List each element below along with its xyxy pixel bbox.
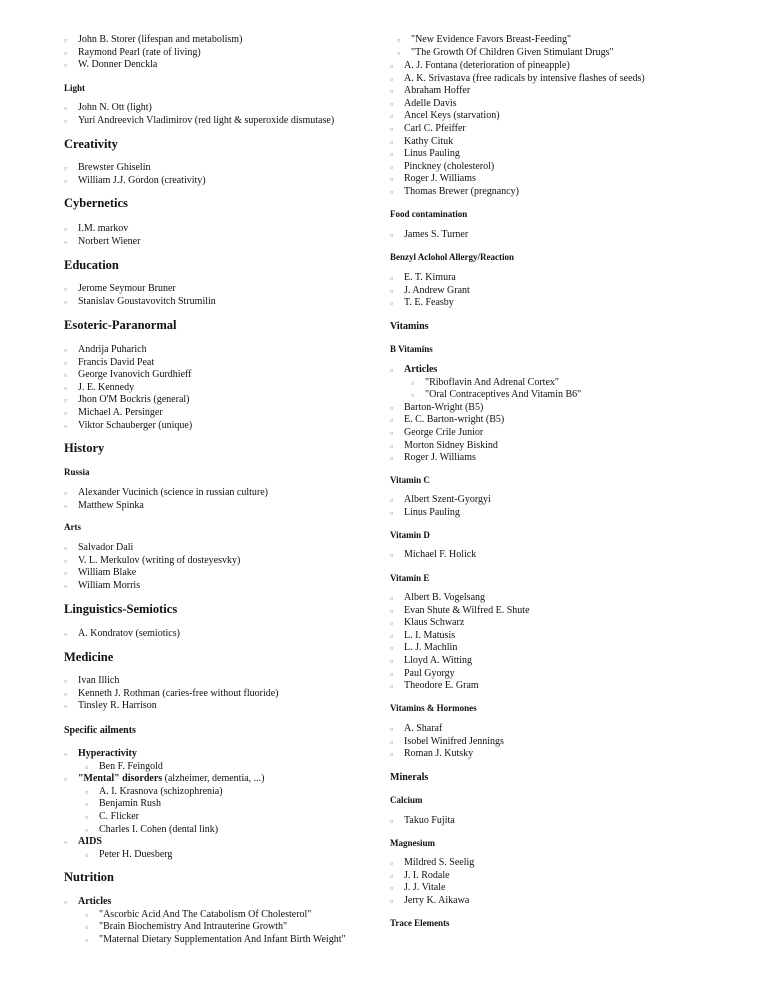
bullet-list <box>390 592 530 693</box>
list-item: ▫ Albert Szent-Gyorgyi <box>390 494 491 507</box>
list-item: ▫ Ivan Illich <box>64 675 279 688</box>
list-item: ▫ Roman J. Kutsky <box>390 748 504 761</box>
list-item: ▫ Roger J. Williams <box>390 173 645 186</box>
subsection-heading-light: Light <box>64 83 86 93</box>
list-item: ▫ E. C. Barton-wright (B5) <box>390 414 581 427</box>
list-item: ▫ W. Donner Denckla <box>64 59 242 72</box>
bullet-list <box>64 162 206 187</box>
list-item: ▫ Ancel Keys (starvation) <box>390 110 645 123</box>
list-item: ▫ Jerry K. Aikawa <box>390 895 474 908</box>
list-item: ▫ Kathy Cituk <box>390 136 645 149</box>
section-heading-education: Education <box>64 258 119 272</box>
list-item: ▫ A. Kondratov (semiotics) <box>64 628 180 641</box>
section-heading-history: History <box>64 441 105 455</box>
sub-list-item: ▫ A. I. Krasnova (schizophrenia) <box>85 786 265 799</box>
subsection-heading-benzyl-aclohol-allergy-reaction: Benzyl Aclohol Allergy/Reaction <box>390 252 514 262</box>
sub-list <box>411 377 581 402</box>
list-item: ▫ J. E. Kennedy <box>64 382 192 395</box>
subsection-heading-vitamin-d: Vitamin D <box>390 530 430 540</box>
list-item: ▫ Takuo Fujita <box>390 815 455 828</box>
bullet-list <box>64 283 216 308</box>
list-item: ▫ Mildred S. Seelig <box>390 857 474 870</box>
sub-list-item: ▫ "Ascorbic Acid And The Catabolism Of Cholesterol" <box>85 909 346 922</box>
section-heading-cybernetics: Cybernetics <box>64 196 128 210</box>
sub-list-item: ▫ "Riboflavin And Adrenal Cortex" <box>411 377 581 390</box>
sub-list <box>85 786 265 836</box>
list-item: ▫ John B. Storer (lifespan and metabolism) <box>64 34 242 47</box>
list-item: ▫ A. K. Srivastava (free radicals by intensive flashes of seeds) <box>390 73 645 86</box>
list-item: ▫ Adelle Davis <box>390 98 645 111</box>
list-item: ▫ Jhon O'M Bockris (general) <box>64 394 192 407</box>
list-item <box>64 896 346 946</box>
bullet-list <box>64 675 279 713</box>
bullet-list <box>390 723 504 761</box>
bullet-list <box>64 542 240 592</box>
list-item <box>64 836 265 861</box>
list-item: ▫ Theodore E. Gram <box>390 680 530 693</box>
bullet-list <box>390 494 491 519</box>
list-item: ▫ James S. Turner <box>390 229 468 242</box>
section-heading-linguistics-semiotics: Linguistics-Semiotics <box>64 602 178 616</box>
bullet-list <box>390 60 645 199</box>
list-item: ▫ Barton-Wright (B5) <box>390 402 581 415</box>
section-heading-vitamins: Vitamins <box>390 321 429 332</box>
list-item: ▫ Morton Sidney Biskind <box>390 440 581 453</box>
list-item: ▫ L. I. Matusis <box>390 630 530 643</box>
list-item: ▫ Roger J. Williams <box>390 452 581 465</box>
list-item: ▫ T. E. Feasby <box>390 297 470 310</box>
bullet-list <box>390 229 468 242</box>
bullet-list <box>64 748 265 861</box>
subsection-heading-vitamin-c: Vitamin C <box>390 475 430 485</box>
list-item: ▫ Paul Gyorgy <box>390 668 530 681</box>
bullet-list <box>390 272 470 310</box>
bullet-list <box>64 628 180 641</box>
list-item: ▫ Kenneth J. Rothman (caries-free without fluoride) <box>64 688 279 701</box>
subsection-heading-vitamins-hormones: Vitamins & Hormones <box>390 703 477 713</box>
list-item: ▫ Alexander Vucinich (science in russian culture) <box>64 487 268 500</box>
list-item: ▫ Lloyd A. Witting <box>390 655 530 668</box>
sub-list-item: ▫ "Oral Contraceptives And Vitamin B6" <box>411 389 581 402</box>
section-heading-minerals: Minerals <box>390 772 429 783</box>
subsection-heading-trace-elements: Trace Elements <box>390 918 450 928</box>
bullet-list <box>64 487 268 512</box>
list-item: ▫ Linus Pauling <box>390 507 491 520</box>
list-item: ▫ William Blake <box>64 567 240 580</box>
list-item: ▫ Isobel Winifred Jennings <box>390 736 504 749</box>
list-item: ▫ J. Andrew Grant <box>390 285 470 298</box>
list-item: ▫ Brewster Ghiselin <box>64 162 206 175</box>
list-item: ▫ Raymond Pearl (rate of living) <box>64 47 242 60</box>
section-heading-medicine: Medicine <box>64 650 114 664</box>
list-item: ▫ Francis David Peat <box>64 357 192 370</box>
list-item: ▫ Evan Shute & Wilfred E. Shute <box>390 605 530 618</box>
list-item: ▫ L. J. Machlin <box>390 642 530 655</box>
bullet-list <box>397 34 614 59</box>
bullet-list <box>64 344 192 432</box>
list-item: ▫ "New Evidence Favors Breast-Feeding" <box>397 34 614 47</box>
category-label: Hyperactivity <box>78 748 137 759</box>
list-item: ▫ Albert B. Vogelsang <box>390 592 530 605</box>
list-item: ▫ Jerome Seymour Bruner <box>64 283 216 296</box>
category-label: AIDS <box>78 836 102 848</box>
bullet-list <box>64 34 242 72</box>
section-heading-specific-ailments: Specific ailments <box>64 725 136 736</box>
list-item: ▫ George Ivanovich Gurdhieff <box>64 369 192 382</box>
section-heading-nutrition: Nutrition <box>64 870 114 884</box>
category-label: Articles <box>404 364 438 375</box>
list-item: ▫ Carl C. Pfeiffer <box>390 123 645 136</box>
list-item: ▫ Norbert Wiener <box>64 236 140 249</box>
list-item <box>64 773 265 836</box>
sub-list <box>85 849 265 862</box>
list-item: ▫ Matthew Spinka <box>64 500 268 513</box>
section-heading-creativity: Creativity <box>64 137 118 151</box>
bullet-list <box>64 223 140 248</box>
list-item: ▫ Tinsley R. Harrison <box>64 700 279 713</box>
list-item: ▫ A. J. Fontana (deterioration of pineapple) <box>390 60 645 73</box>
list-item: ▫ William Morris <box>64 580 240 593</box>
list-item: ▫ "The Growth Of Children Given Stimulant Drugs" <box>397 47 614 60</box>
sub-list-item: ▫ Benjamin Rush <box>85 798 265 811</box>
list-item: ▫ Pinckney (cholesterol) <box>390 161 645 174</box>
sub-list-item: ▫ Ben F. Feingold <box>85 761 265 774</box>
list-item: ▫ John N. Ott (light) <box>64 102 334 115</box>
list-item: ▫ Salvador Dali <box>64 542 240 555</box>
sub-list-item: ▫ Peter H. Duesberg <box>85 849 265 862</box>
sub-list-item: ▫ "Maternal Dietary Supplementation And Infant Birth Weight" <box>85 934 346 947</box>
bullet-list <box>64 896 346 946</box>
list-item: ▫ V. L. Merkulov (writing of dosteyesvky) <box>64 555 240 568</box>
subsection-heading-magnesium: Magnesium <box>390 838 435 848</box>
subsection-heading-food-contamination: Food contamination <box>390 209 468 219</box>
list-item: ▫ Michael F. Holick <box>390 549 476 562</box>
list-item: ▫ Andrija Puharich <box>64 344 192 357</box>
list-item: ▫ Stanislav Goustavovitch Strumilin <box>64 296 216 309</box>
list-item: ▫ A. Sharaf <box>390 723 504 736</box>
list-item: ▫ J. J. Vitale <box>390 882 474 895</box>
category-label: "Mental" disorders <box>78 773 163 785</box>
sub-list-item: ▫ Charles I. Cohen (dental link) <box>85 824 265 837</box>
list-item: ▫ I.M. markov <box>64 223 140 236</box>
list-item: ▫ Abraham Hoffer <box>390 85 645 98</box>
category-label: Articles <box>78 896 112 907</box>
list-item: ▫ J. I. Rodale <box>390 870 474 883</box>
bullet-list <box>64 102 334 127</box>
bullet-list <box>390 549 476 562</box>
list-item: ▫ Viktor Schauberger (unique) <box>64 420 192 433</box>
bullet-list <box>390 857 474 907</box>
list-item: ▫ Thomas Brewer (pregnancy) <box>390 186 645 199</box>
list-item <box>390 364 581 402</box>
list-item: ▫ Linus Pauling <box>390 148 645 161</box>
sub-list-item: ▫ C. Flicker <box>85 811 265 824</box>
subsection-heading-russia: Russia <box>64 467 90 477</box>
sub-list-item: ▫ "Brain Biochemistry And Intrauterine Growth" <box>85 921 346 934</box>
list-item: ▫ William J.J. Gordon (creativity) <box>64 175 206 188</box>
category-note: (alzheimer, dementia, ...) <box>162 773 265 785</box>
list-item: ▫ Yuri Andreevich Vladimirov (red light & superoxide dismutase) <box>64 115 334 128</box>
list-item: ▫ Michael A. Persinger <box>64 407 192 420</box>
bullet-list <box>390 815 455 828</box>
bullet-list <box>390 364 581 465</box>
list-item <box>64 748 265 773</box>
section-heading-esoteric-paranormal: Esoteric-Paranormal <box>64 318 177 332</box>
list-item: ▫ E. T. Kimura <box>390 272 470 285</box>
subsection-heading-arts: Arts <box>64 522 81 532</box>
subsection-heading-b-vitamins: B Vitamins <box>390 344 433 354</box>
list-item: ▫ Klaus Schwarz <box>390 617 530 630</box>
sub-list <box>85 909 346 947</box>
list-item: ▫ George Crile Junior <box>390 427 581 440</box>
sub-list <box>85 761 265 774</box>
subsection-heading-vitamin-e: Vitamin E <box>390 573 430 583</box>
subsection-heading-calcium: Calcium <box>390 795 423 805</box>
